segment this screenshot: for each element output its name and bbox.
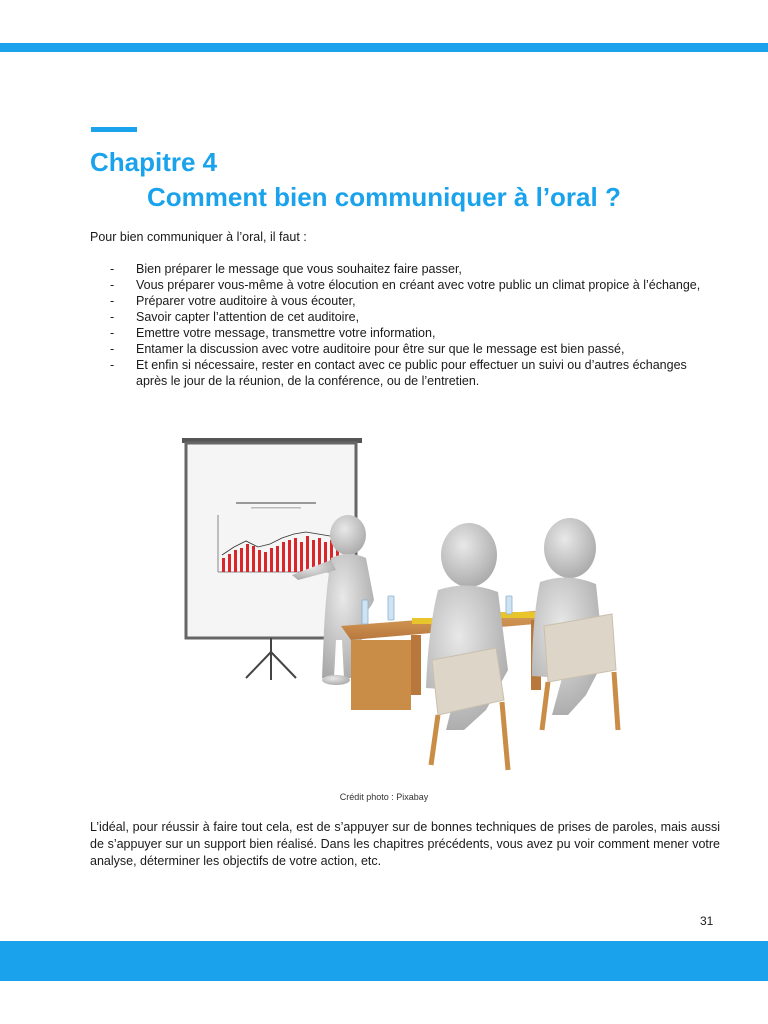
list-item <box>110 325 710 341</box>
bullet-dash: - <box>110 326 115 340</box>
intro-text: Pour bien communiquer à l’oral, il faut : <box>90 230 307 244</box>
bullet-dash: - <box>110 342 115 356</box>
list-item-text: Emettre votre message, transmettre votre information, <box>136 326 436 340</box>
bullet-dash: - <box>110 358 115 372</box>
top-accent-bar <box>0 43 768 52</box>
bullet-dash: - <box>110 310 115 324</box>
list-item-text: Bien préparer le message que vous souhaitez faire passer, <box>136 262 462 276</box>
bullet-dash: - <box>110 294 115 308</box>
list-item <box>110 341 710 357</box>
list-item <box>110 293 710 309</box>
heading-accent-dash <box>91 127 137 132</box>
bullet-dash: - <box>110 262 115 276</box>
seated-figure-right <box>532 518 604 715</box>
list-item <box>110 357 710 389</box>
list-item-text: Savoir capter l’attention de cet auditoire, <box>136 310 360 324</box>
presentation-illustration <box>176 430 626 785</box>
list-item <box>110 309 710 325</box>
list-item-text: Préparer votre auditoire à vous écouter, <box>136 294 356 308</box>
list-item <box>110 277 710 293</box>
page-number: 31 <box>700 914 714 928</box>
page-title: Comment bien communiquer à l’oral ? <box>147 182 621 212</box>
list-item <box>110 261 710 277</box>
bullet-list <box>110 261 710 389</box>
list-item-text: Entamer la discussion avec votre auditoire pour être sur que le message est bien passé, <box>136 342 625 356</box>
chapter-label: Chapitre 4 <box>90 147 218 177</box>
photo-credit: Crédit photo : Pixabay <box>339 792 429 802</box>
list-item-text: Vous préparer vous-même à votre élocution en créant avec votre public un climat propice à l’échange, <box>136 278 701 292</box>
bullet-dash: - <box>110 278 115 292</box>
bottom-accent-bar <box>0 941 768 981</box>
list-item-text: Et enfin si nécessaire, rester en contact avec ce public pour effectuer un suivi ou d’autres échanges après le jour de la réunion, de la conférence, ou de l’entretien. <box>136 358 687 388</box>
conclusion-paragraph: L’idéal, pour réussir à faire tout cela, est de s’appuyer sur de bonnes techniques de prises de paroles, mais aussi de s’appuyer sur un support bien réalisé. Dans les chapitres précédents, vous avez pu voir comment mener votre analyse, déterminer les objectifs de votre action, etc. <box>90 820 720 868</box>
